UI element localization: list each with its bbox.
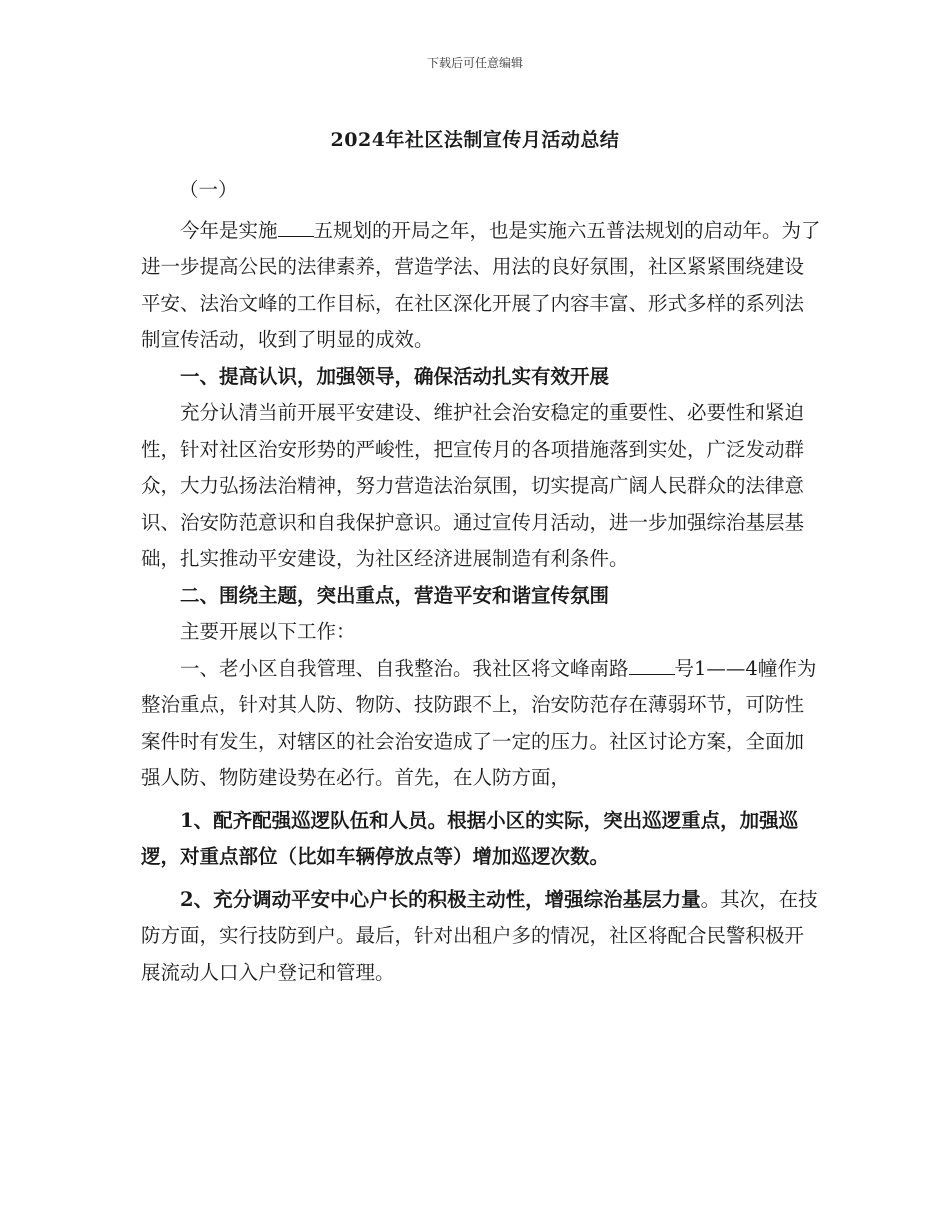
list-item-2-rest: 。其次，在技防方面，实行技防到户。最后，针对出租户多的情况，社区将配合民警积极开展流动人口入户登记和管理。 xyxy=(141,887,818,984)
list-item-2 xyxy=(141,882,821,992)
paragraph-2: 主要开展以下工作： xyxy=(180,620,356,643)
blank-underline xyxy=(278,236,314,237)
intro-paragraph xyxy=(141,213,821,359)
document-body xyxy=(141,172,821,991)
paragraph-3-part1: 一、老小区自我管理、自我整治。我社区将文峰南路 xyxy=(180,656,629,680)
list-item-1: 1、配齐配强巡逻队伍和人员。根据小区的实际，突出巡逻重点，加强巡逻，对重点部位（比如车辆停放点等）增加巡逻次数。 xyxy=(141,808,799,868)
document-title: 2024年社区法制宣传月活动总结 xyxy=(330,129,620,151)
section-heading-1: 一、提高认识，加强领导，确保活动扎实有效开展 xyxy=(180,364,610,388)
paragraph-1: 充分认清当前开展平安建设、维护社会治安稳定的重要性、必要性和紧迫性，针对社区治安形势的严峻性，把宣传月的各项措施落到实处，广泛发动群众，大力弘扬法治精神，努力营造法治氛围，切实提高广阔人民群众的法律意识、治安防范意识和自我保护意识。通过宣传月活动，进一步加强综治基层基础，扎实推动平安建设，为社区经济进展制造有利条件。 xyxy=(141,401,805,570)
paragraph-3-part2: 号1——4幢作为整治重点，针对其人防、物防、技防跟不上，治安防范存在薄弱环节，可防性案件时有发生，对辖区的社会治安造成了一定的压力。社区讨论方案，全面加强人防、物防建设势在必行。首先，在人防方面， xyxy=(141,656,817,789)
section-heading-2: 二、围绕主题，突出重点，营造平安和谐宣传氛围 xyxy=(180,583,610,607)
paragraph-3 xyxy=(141,651,821,797)
header-note: 下载后可任意编辑 xyxy=(426,56,523,70)
intro-text-part2: 五规划的开局之年，也是实施六五普法规划的启动年。为了进一步提高公民的法律素养，营造学法、用法的良好氛围，社区紧紧围绕建设平安、法治文峰的工作目标，在社区深化开展了内容丰富、形式多样的系列法制宣传活动，收到了明显的成效。 xyxy=(141,218,821,351)
blank-underline xyxy=(629,674,675,675)
intro-text-part1: 今年是实施 xyxy=(180,218,278,242)
list-item-2-bold: 2、充分调动平安中心户长的积极主动性，增强综治基层力量 xyxy=(180,887,701,911)
section-mark: （一） xyxy=(179,178,238,201)
